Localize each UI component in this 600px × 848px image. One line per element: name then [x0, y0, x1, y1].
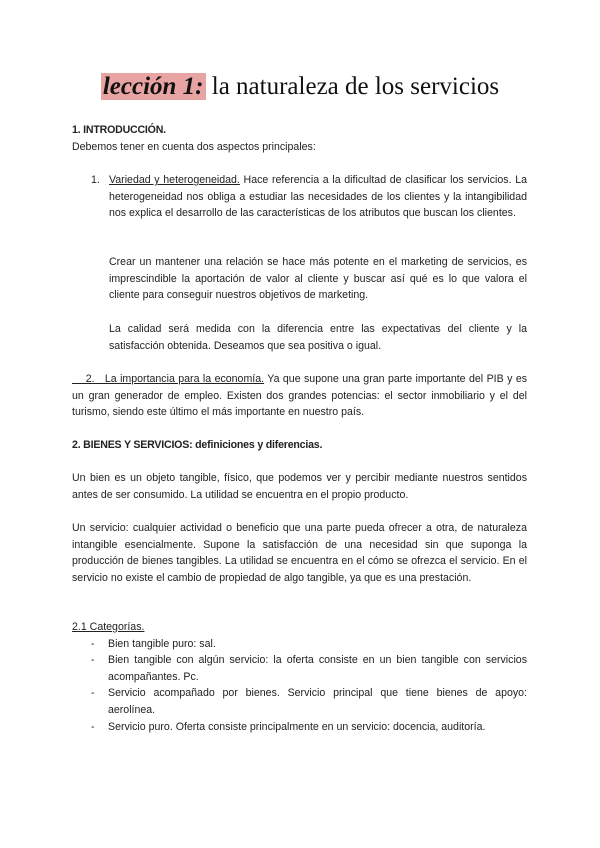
section-2-heading-wrap	[72, 437, 527, 454]
section-1-heading: 1. INTRODUCCIÓN.	[72, 124, 166, 136]
dash-bullet-icon: -	[91, 720, 95, 733]
list-item-2	[72, 371, 527, 421]
title-rest: la naturaleza de los servicios	[205, 73, 500, 100]
categories-heading: 2.1 Categorías.	[72, 621, 145, 633]
list-item-2-text: Ya que supone una gran parte importante del PIB y es un gran generador de empleo. Existen dos grandes potencias: el sector inmobiliario y el del turismo, siendo este último el más importante en nuestro país.	[72, 373, 528, 419]
list-item-1-para-2: Crear un mantener una relación se hace más potente en el marketing de servicios, es imprescindible la aportación de valor al cliente y buscar así qué es lo que valora el cliente para conseguir nuestros objetivos de marketing.	[109, 256, 527, 302]
list-item-1-para-3: La calidad será medida con la diferencia entre las expectativas del cliente y la satisfacción obtenida. Deseamos que sea positiva o igual.	[109, 323, 527, 352]
list-item-2-body	[72, 371, 527, 421]
list-item-2-label: 2. La importancia para la economía.	[72, 373, 265, 385]
list-item-1-number: 1.	[91, 174, 100, 186]
categories-list	[72, 636, 527, 736]
category-text: Bien tangible puro: sal.	[108, 637, 216, 650]
list-item	[72, 636, 527, 653]
list-item	[72, 652, 527, 685]
category-text: Servicio puro. Oferta consiste principalmente en un servicio: docencia, auditoría.	[108, 720, 486, 733]
section-2-para-1: Un bien es un objeto tangible, físico, que podemos ver y percibir mediante nuestros sentidos antes de ser consumido. La utilidad se encuentra en el propio producto.	[72, 472, 527, 501]
section-1-intro: Debemos tener en cuenta dos aspectos principales:	[72, 140, 316, 153]
categories	[72, 619, 527, 735]
list-item-1	[72, 172, 527, 236]
list-item-1-body	[109, 172, 527, 222]
dash-bullet-icon: -	[91, 654, 95, 667]
list-item-1-label: Variedad y heterogeneidad.	[109, 174, 240, 186]
section-2-para-1-wrap	[72, 470, 527, 503]
category-text: Bien tangible con algún servicio: la oferta consiste en un bien tangible con servicios acompañantes. Pc.	[108, 654, 527, 683]
section-1	[72, 122, 527, 155]
section-2-heading: 2. BIENES Y SERVICIOS: definiciones y diferencias.	[72, 439, 323, 451]
dash-bullet-icon: -	[91, 687, 95, 700]
title-highlight: lección 1:	[102, 73, 204, 100]
list-item	[72, 719, 527, 736]
dash-bullet-icon: -	[91, 637, 95, 650]
section-2-para-2-wrap	[72, 520, 527, 586]
list-item-1-text: Hace referencia a la dificultad de clasificar los servicios. La heterogeneidad nos obliga a estudiar las necesidades de los clientes y la intangibilidad nos explica el desarrollo de las características de los atributos que buscan los clientes.	[109, 174, 527, 220]
page-title	[0, 70, 600, 104]
category-text: Servicio acompañado por bienes. Servicio principal que tiene bienes de apoyo: aerolínea.	[108, 687, 527, 716]
section-2-para-2: Un servicio: cualquier actividad o beneficio que una parte pueda ofrecer a otra, de naturaleza intangible esencialmente. Supone la satisfacción de una necesidad sin que suponga la producción de bienes tangibles. La utilidad se encuentra en el cómo se ofrezca el servicio. En el servicio no existe el cambio de propiedad de algo tangible, ya que es una prestación.	[72, 522, 527, 584]
list-item	[72, 685, 527, 718]
